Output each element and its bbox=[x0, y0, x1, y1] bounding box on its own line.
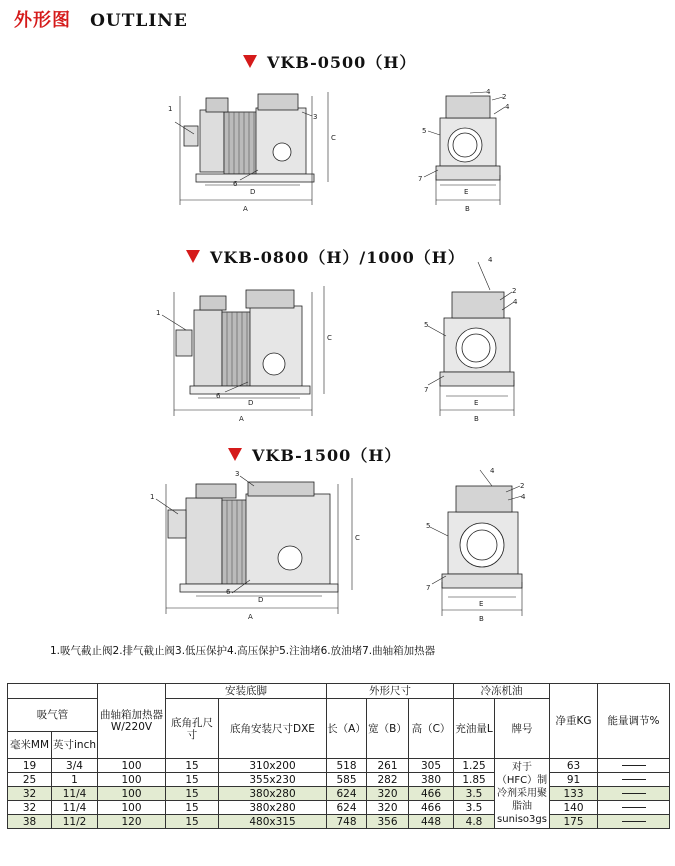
dim-e-0500: E bbox=[464, 188, 469, 196]
header-oil: 冷冻机油 bbox=[454, 684, 550, 699]
callout-6-0800: 6 bbox=[216, 392, 221, 400]
dim-d-1500: D bbox=[258, 596, 264, 604]
dim-e-0800: E bbox=[474, 399, 479, 407]
header-mm: 毫米MM bbox=[8, 732, 52, 759]
header-mount: 底角安装尺寸DXE bbox=[219, 699, 327, 759]
capacity-dash bbox=[598, 787, 670, 801]
model-title-1500: VKB-1500（H） bbox=[228, 443, 401, 466]
header-base: 安装底脚 bbox=[166, 684, 327, 699]
capacity-dash bbox=[598, 759, 670, 773]
end-view-0800 bbox=[440, 292, 514, 386]
side-view-1500 bbox=[168, 482, 338, 592]
callout-5-1500-end: 5 bbox=[426, 522, 431, 530]
side-view-0800 bbox=[176, 290, 310, 394]
callout-4b-0500-end: 4 bbox=[505, 103, 510, 111]
title-chinese: 外形图 bbox=[14, 10, 71, 31]
callout-5-0500-end: 5 bbox=[422, 127, 427, 135]
header-pipe: 吸气管 bbox=[8, 699, 98, 732]
header-charge: 充油量L bbox=[454, 699, 495, 759]
callout-3-1500: 3 bbox=[235, 470, 240, 478]
header-weight: 净重KG bbox=[550, 684, 598, 759]
header-heater: 曲轴箱加热器W/220V bbox=[98, 684, 166, 759]
capacity-dash bbox=[598, 815, 670, 829]
callout-1-0800: 1 bbox=[156, 309, 161, 317]
callout-4b-0800-end: 4 bbox=[513, 298, 518, 306]
header-dims: 外形尺寸 bbox=[327, 684, 454, 699]
spec-table bbox=[7, 683, 670, 829]
dim-d-0800: D bbox=[248, 399, 254, 407]
dim-c-0800: C bbox=[327, 334, 332, 342]
dim-b-0500: B bbox=[465, 205, 470, 213]
callout-6-1500: 6 bbox=[226, 588, 231, 596]
header-hole: 底角孔尺寸 bbox=[166, 699, 219, 759]
table-header-row-1 bbox=[8, 684, 670, 699]
callout-5-0800-end: 5 bbox=[424, 321, 429, 329]
model-title-0500: VKB-0500（H） bbox=[243, 50, 416, 73]
table-row: 32 11/4 100 15 380x280 624 320 466 3.5 133 bbox=[8, 787, 670, 801]
dim-e-1500: E bbox=[479, 600, 484, 608]
callout-7-0500-end: 7 bbox=[418, 175, 423, 183]
table-row: 25 1 100 15 355x230 585 282 380 1.85 91 bbox=[8, 773, 670, 787]
parts-legend: 1.吸气截止阀2.排气截止阀3.低压保护4.高压保护5.注油堵6.放油堵7.曲轴箱加热器 bbox=[50, 645, 436, 657]
end-view-1500 bbox=[442, 486, 522, 588]
header-brand: 牌号 bbox=[495, 699, 550, 759]
oil-brand-note: 对于（HFC）制冷剂采用聚脂油suniso3gs bbox=[495, 759, 550, 829]
dim-c-1500: C bbox=[355, 534, 360, 542]
table-row: 32 11/4 100 15 380x280 624 320 466 3.5 140 bbox=[8, 801, 670, 815]
callout-7-0800-end: 7 bbox=[424, 386, 429, 394]
callout-3-0500: 3 bbox=[313, 113, 318, 121]
dim-a-0800: A bbox=[239, 415, 244, 423]
dim-a-1500: A bbox=[248, 613, 253, 621]
dim-c-0500: C bbox=[331, 134, 336, 142]
callout-7-1500-end: 7 bbox=[426, 584, 431, 592]
callout-4b-1500-end: 4 bbox=[521, 493, 526, 501]
model-title-0800-1000: VKB-0800（H）/1000（H） bbox=[186, 245, 465, 268]
table-row: 19 3/4 100 15 310x200 518 261 305 1.25 对于（HFC）制冷剂采用聚脂油suniso3gs 63 bbox=[8, 759, 670, 773]
callout-2-1500-end: 2 bbox=[520, 482, 525, 490]
callout-6-0500: 6 bbox=[233, 180, 238, 188]
dim-b-1500: B bbox=[479, 615, 484, 623]
end-view-0500 bbox=[436, 96, 500, 180]
header-inch: 英寸inch bbox=[52, 732, 98, 759]
callout-2-0800-end: 2 bbox=[512, 287, 517, 295]
dim-b-0800: B bbox=[474, 415, 479, 423]
dim-d-0500: D bbox=[250, 188, 256, 196]
capacity-dash bbox=[598, 773, 670, 787]
header-capacity: 能量调节% bbox=[598, 684, 670, 759]
callout-1-1500: 1 bbox=[150, 493, 155, 501]
capacity-dash bbox=[598, 801, 670, 815]
callout-2-0500-end: 2 bbox=[502, 93, 507, 101]
callout-1-0500: 1 bbox=[168, 105, 173, 113]
header-width: 宽（B） bbox=[367, 699, 409, 759]
callout-4-1500-end: 4 bbox=[490, 467, 495, 475]
callout-4-0500-end: 4 bbox=[486, 88, 491, 96]
title-english: OUTLINE bbox=[90, 11, 188, 31]
header-height: 高（C） bbox=[409, 699, 454, 759]
dim-a-0500: A bbox=[243, 205, 248, 213]
header-length: 长（A） bbox=[327, 699, 367, 759]
side-view-0500 bbox=[184, 94, 314, 182]
callout-4-0800-end: 4 bbox=[488, 256, 493, 264]
table-row: 38 11/2 120 15 480x315 748 356 448 4.8 175 bbox=[8, 815, 670, 829]
